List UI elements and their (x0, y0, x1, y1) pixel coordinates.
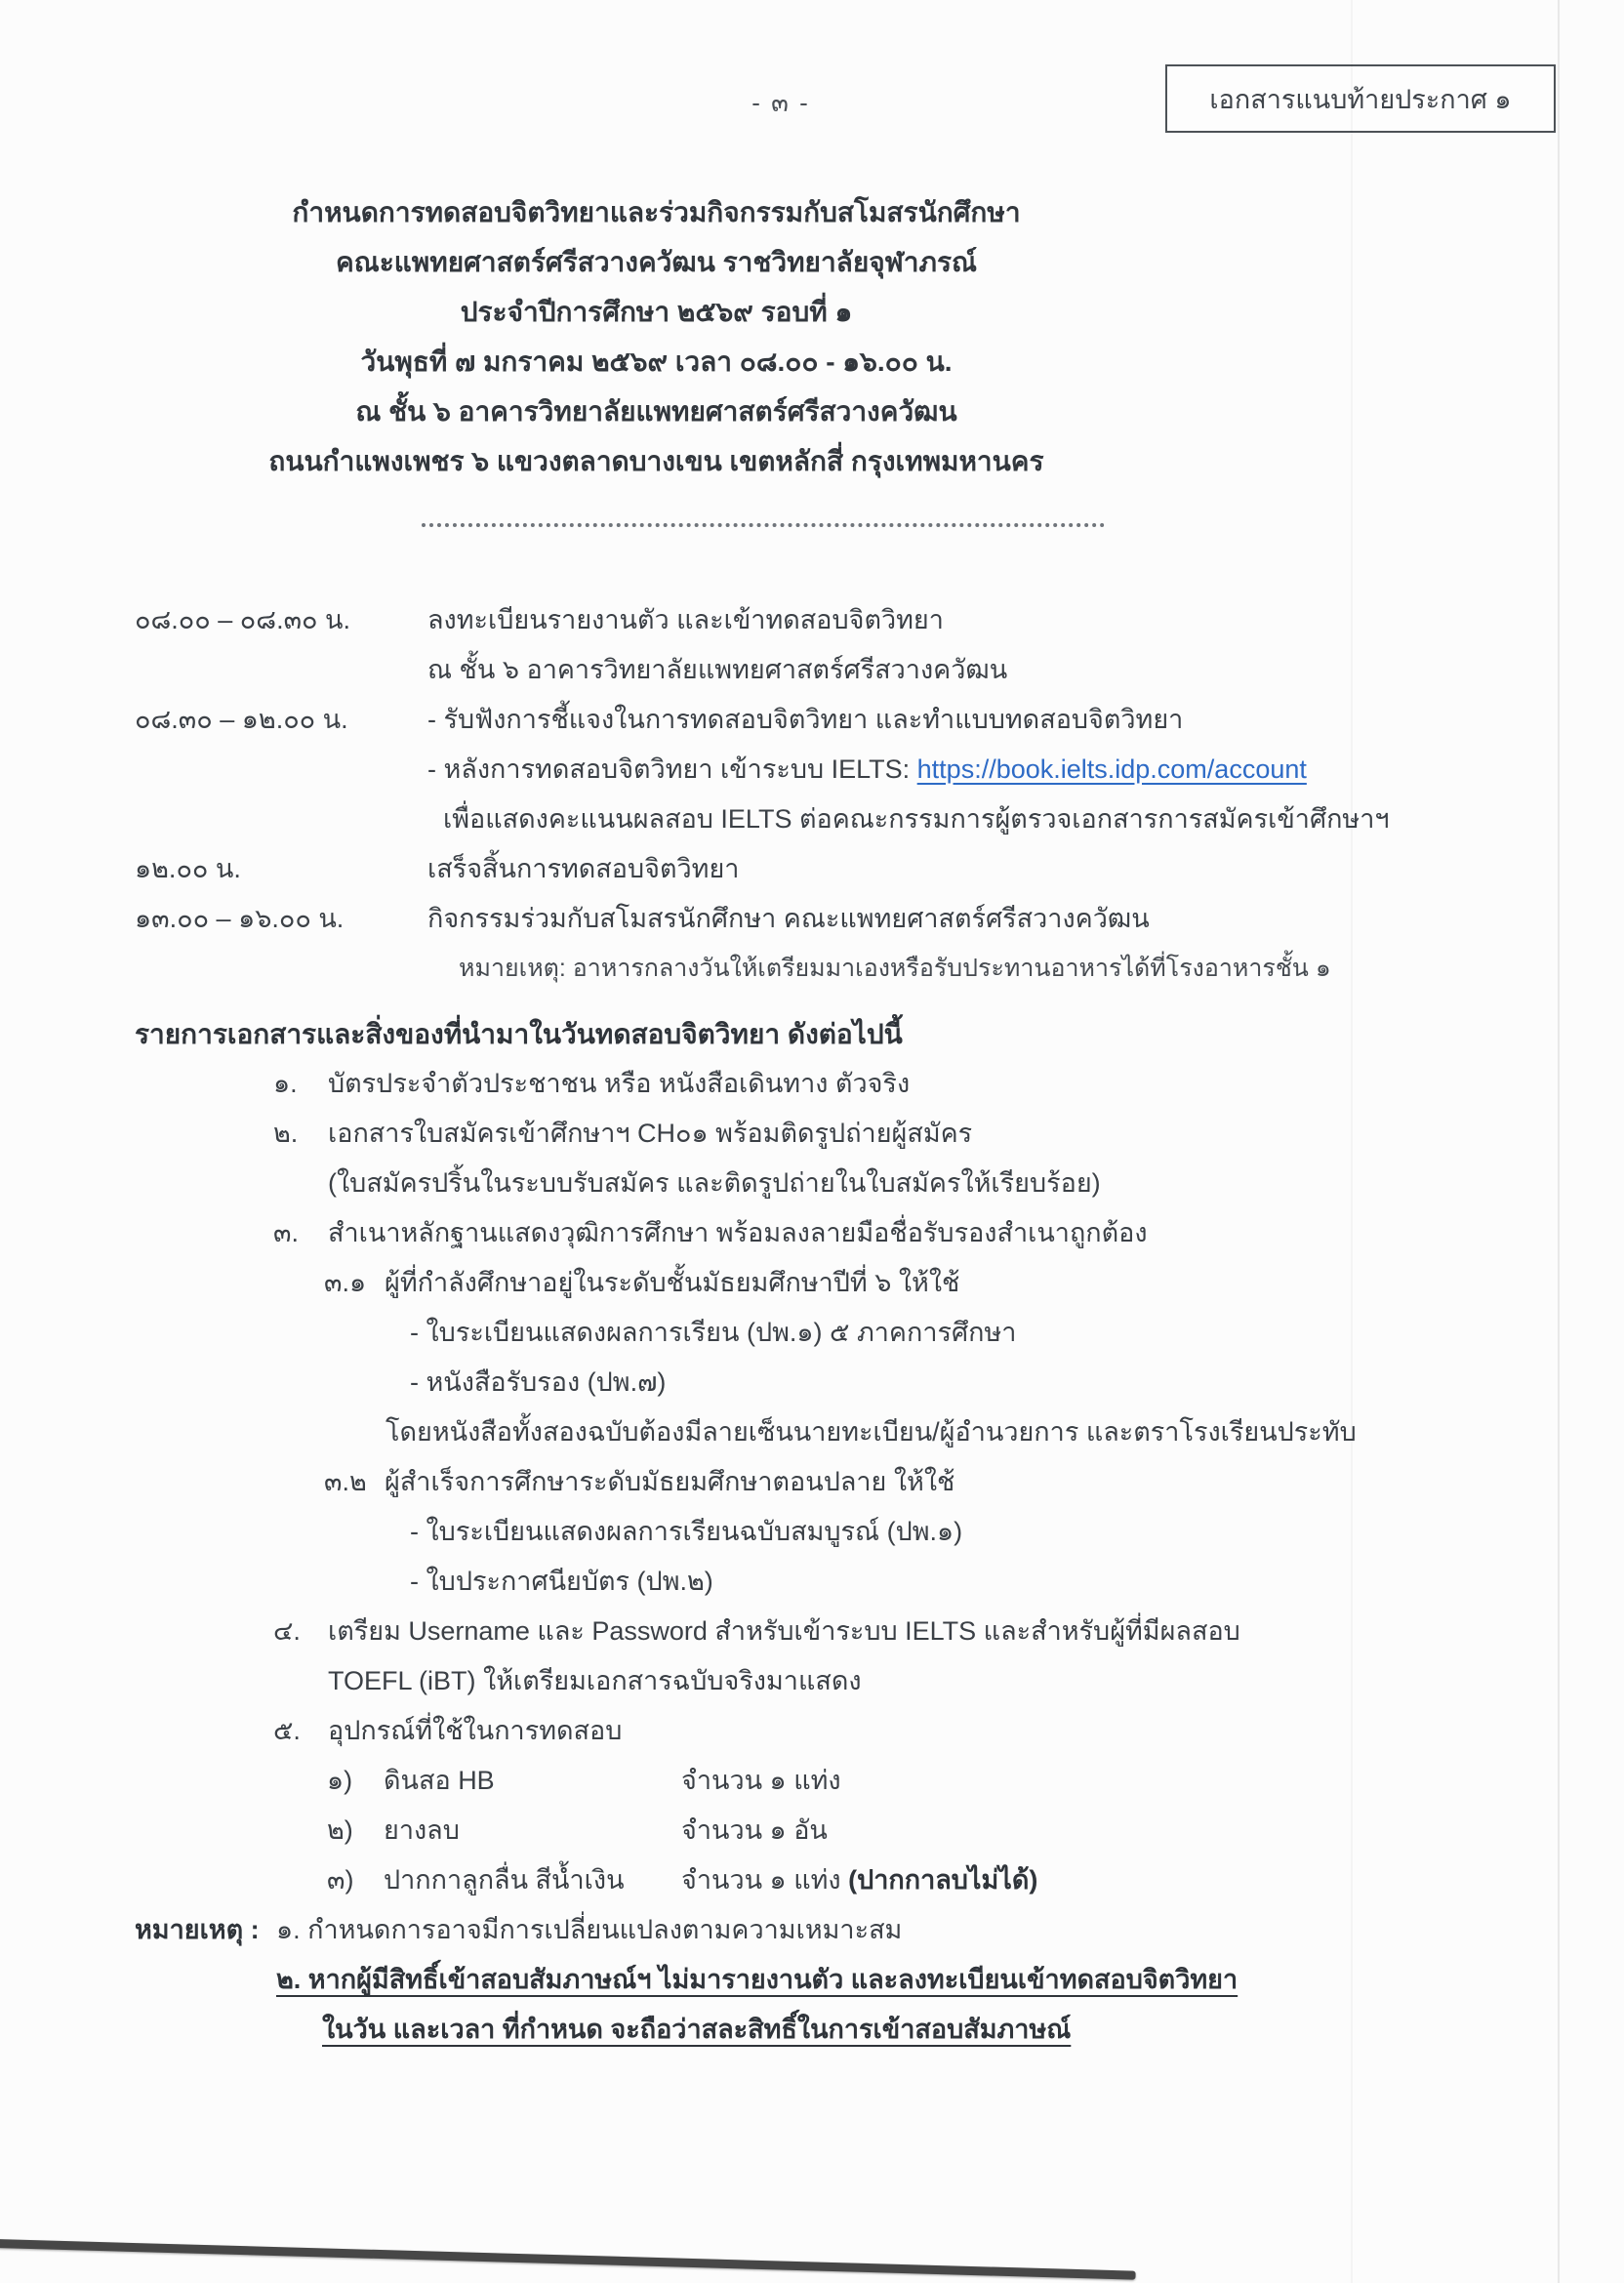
sub-item-text: ผู้สำเร็จการศึกษาระดับมัธยมศึกษาตอนปลาย ให้ใช้ (385, 1467, 955, 1496)
remarks-label: หมายเหตุ : (135, 1915, 260, 1944)
document-body (135, 595, 1530, 2055)
list-item-1 (135, 1059, 1530, 1109)
title-line-6: ถนนกำแพงเพชร ๖ แขวงตลาดบางเขน เขตหลักสี่ กรุงเทพมหานคร (268, 446, 1044, 476)
list-item-5 (135, 1706, 1530, 1756)
scan-fold-line (1351, 0, 1353, 2283)
schedule-time: ๐๘.๐๐ – ๐๘.๓๐ น. (135, 605, 350, 634)
title-line-5: ณ ชั้น ๖ อาคารวิทยาลัยแพทยศาสตร์ศรีสวางควัฒน (355, 396, 957, 427)
sub-item-number: ๓.๒ (324, 1467, 367, 1496)
equipment-number: ๑) (327, 1766, 353, 1795)
schedule-desc (427, 695, 1530, 844)
scan-edge-line (1558, 0, 1560, 2283)
title-line-4: วันพุธที่ ๗ มกราคม ๒๕๖๙ เวลา ๐๘.๐๐ - ๑๖.๐๐ น. (360, 347, 953, 377)
item-text: อุปกรณ์ที่ใช้ในการทดสอบ (328, 1716, 623, 1745)
schedule-desc-line: กิจกรรมร่วมกับสโมสรนักศึกษา คณะแพทยศาสตร์ศรีสวางควัฒน (427, 904, 1150, 933)
item-4-line-2: TOEFL (iBT) ให้เตรียมเอกสารฉบับจริงมาแสดง (328, 1666, 862, 1695)
schedule-row (135, 695, 1530, 844)
item-number: ๕. (273, 1716, 301, 1745)
attachment-tag-label: เอกสารแนบท้ายประกาศ ๑ (1209, 84, 1512, 114)
equipment-qty: จำนวน ๑ แท่ง (681, 1766, 841, 1795)
sub-item-3-1-dash-1: - ใบระเบียนแสดงผลการเรียน (ปพ.๑) ๕ ภาคการศึกษา (410, 1318, 1017, 1347)
sub-item-3-1 (135, 1258, 1530, 1308)
sub-item-number: ๓.๑ (324, 1268, 367, 1297)
scan-bottom-streak (0, 2239, 1136, 2280)
sub-item-text: ผู้ที่กำลังศึกษาอยู่ในระดับชั้นมัธยมศึกษาปีที่ ๖ ให้ใช้ (385, 1268, 960, 1297)
equipment-row-1 (135, 1756, 1530, 1806)
list-item-4 (135, 1607, 1530, 1706)
equipment-name: ดินสอ HB (384, 1766, 495, 1795)
remark-2-line-2: ในวัน และเวลา ที่กำหนด จะถือว่าสละสิทธิ์ในการเข้าสอบสัมภาษณ์ (322, 2015, 1072, 2044)
schedule-desc-line: เพื่อแสดงคะแนนผลสอบ IELTS ต่อคณะกรรมการผู้ตรวจเอกสารการสมัครเข้าศึกษาฯ (443, 804, 1390, 834)
title-line-3: ประจำปีการศึกษา ๒๕๖๙ รอบที่ ๑ (460, 297, 853, 327)
schedule-time: ๑๓.๐๐ – ๑๖.๐๐ น. (135, 904, 345, 933)
ielts-line-prefix: - หลังการทดสอบจิตวิทยา เข้าระบบ IELTS: (427, 754, 917, 784)
schedule-desc-line: ลงทะเบียนรายงานตัว และเข้าทดสอบจิตวิทยา (427, 605, 944, 634)
remarks-block (135, 1905, 1530, 2055)
sub-item-3-2 (135, 1457, 1530, 1507)
schedule-desc (427, 595, 1530, 695)
item-number: ๑. (273, 1069, 298, 1098)
schedule-desc-line: - รับฟังการชี้แจงในการทดสอบจิตวิทยา และทำแบบทดสอบจิตวิทยา (427, 705, 1184, 734)
equipment-row-3 (135, 1855, 1530, 1905)
schedule-row (135, 595, 1530, 695)
equipment-row-2 (135, 1806, 1530, 1855)
equipment-name: ปากกาลูกลื่น สีน้ำเงิน (384, 1865, 625, 1895)
equipment-qty: จำนวน ๑ อัน (681, 1815, 828, 1845)
item-2-subnote: (ใบสมัครปริ้นในระบบรับสมัคร และติดรูปถ่ายในใบสมัครให้เรียบร้อย) (328, 1168, 1101, 1198)
equipment-number: ๒) (327, 1815, 353, 1845)
sub-item-3-1-closing: โดยหนังสือทั้งสองฉบับต้องมีลายเซ็นนายทะเบียน/ผู้อำนวยการ และตราโรงเรียนประทับ (386, 1417, 1357, 1447)
page-number: - ๓ - (751, 88, 810, 117)
lunch-note: หมายเหตุ: อาหารกลางวันให้เตรียมมาเองหรือรับประทานอาหารได้ที่โรงอาหารชั้น ๑ (459, 955, 1331, 982)
schedule-desc (427, 844, 1530, 894)
schedule-row (135, 844, 1530, 894)
ielts-account-link[interactable]: https://book.ielts.idp.com/account (916, 754, 1307, 784)
sub-item-3-2-dash-1: - ใบระเบียนแสดงผลการเรียนฉบับสมบูรณ์ (ปพ.๑) (410, 1517, 963, 1546)
remark-1: ๑. กำหนดการอาจมีการเปลี่ยนแปลงตามความเหมาะสม (276, 1915, 903, 1944)
list-item-2 (135, 1109, 1530, 1159)
schedule-time: ๐๘.๓๐ – ๑๒.๐๐ น. (135, 705, 348, 734)
equipment-qty-bold-note: (ปากกาลบไม่ได้) (848, 1865, 1038, 1895)
title-line-2: คณะแพทยศาสตร์ศรีสวางควัฒน ราชวิทยาลัยจุฬาภรณ์ (336, 247, 977, 277)
dotted-divider (422, 523, 1105, 527)
schedule-desc-line (427, 745, 1530, 795)
remark-2-line-1: ๒. หากผู้มีสิทธิ์เข้าสอบสัมภาษณ์ฯ ไม่มารายงานตัว และลงทะเบียนเข้าทดสอบจิตวิทยา (276, 1965, 1238, 1994)
schedule-desc-line: เสร็จสิ้นการทดสอบจิตวิทยา (427, 854, 740, 883)
sub-item-3-2-dash-2: - ใบประกาศนียบัตร (ปพ.๒) (410, 1567, 713, 1596)
item-number: ๔. (273, 1616, 301, 1646)
schedule-row (135, 894, 1530, 994)
item-number: ๓. (273, 1218, 299, 1247)
schedule-desc-line: ณ ชั้น ๖ อาคารวิทยาลัยแพทยศาสตร์ศรีสวางควัฒน (427, 655, 1008, 684)
item-4-line-1: เตรียม Username และ Password สำหรับเข้าระบบ IELTS และสำหรับผู้ที่มีผลสอบ (328, 1616, 1240, 1646)
remarks-body (276, 1905, 1530, 2055)
item-text: เอกสารใบสมัครเข้าศึกษาฯ CH๐๑ พร้อมติดรูปถ่ายผู้สมัคร (328, 1119, 973, 1148)
title-line-1: กำหนดการทดสอบจิตวิทยาและร่วมกิจกรรมกับสโมสรนักศึกษา (292, 197, 1021, 227)
sub-item-3-1-dash-2: - หนังสือรับรอง (ปพ.๗) (410, 1367, 667, 1397)
item-text: บัตรประจำตัวประชาชน หรือ หนังสือเดินทาง ตัวจริง (328, 1069, 911, 1098)
equipment-number: ๓) (327, 1865, 354, 1895)
equipment-qty (681, 1855, 1530, 1905)
document-title-block (0, 187, 1313, 486)
equipment-qty-text: จำนวน ๑ แท่ง (681, 1865, 849, 1895)
item-text: สำเนาหลักฐานแสดงวุฒิการศึกษา พร้อมลงลายมือชื่อรับรองสำเนาถูกต้อง (328, 1218, 1148, 1247)
equipment-name: ยางลบ (384, 1815, 460, 1845)
documents-section-heading: รายการเอกสารและสิ่งของที่นำมาในวันทดสอบจิตวิทยา ดังต่อไปนี้ (135, 1019, 903, 1049)
schedule-desc (427, 894, 1530, 994)
list-item-3 (135, 1208, 1530, 1258)
schedule-time: ๑๒.๐๐ น. (135, 854, 241, 883)
attachment-tag-box (1165, 64, 1556, 133)
item-number: ๒. (273, 1119, 299, 1148)
